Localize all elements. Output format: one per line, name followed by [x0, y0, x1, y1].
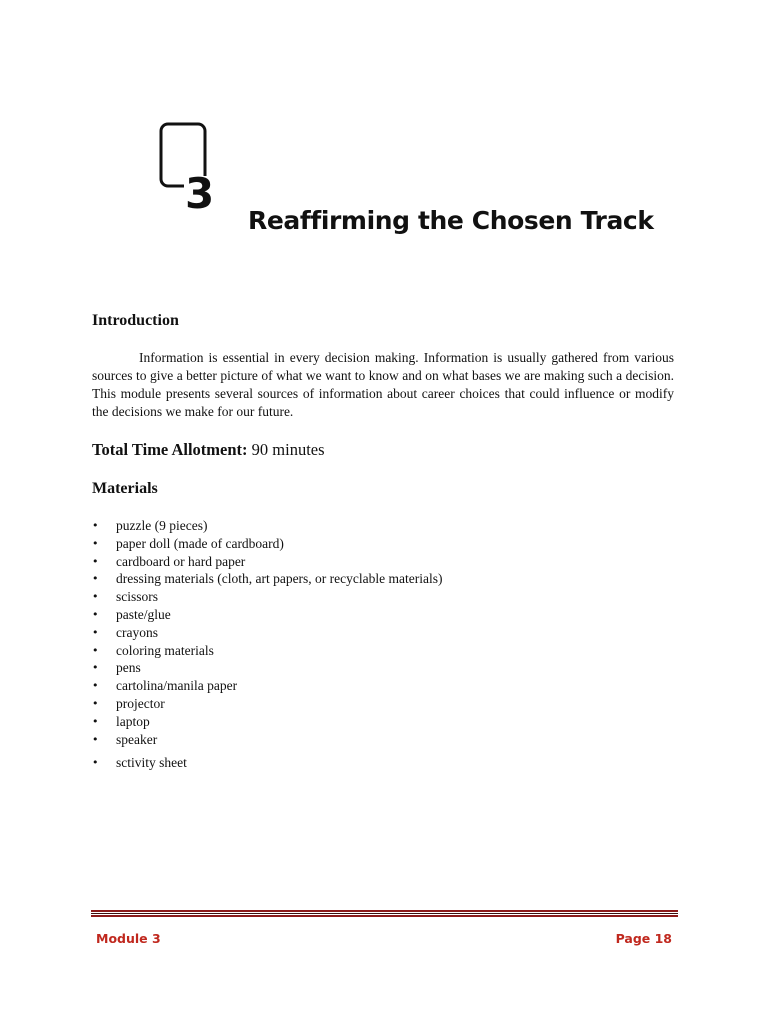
material-item: projector [116, 695, 165, 711]
module-number: 3 [185, 169, 215, 216]
footer-divider [91, 910, 678, 918]
material-item: puzzle (9 pieces) [116, 518, 208, 533]
list-item [92, 659, 443, 677]
list-item [92, 624, 443, 642]
bullet-icon: • [92, 625, 99, 639]
time-allotment [92, 440, 325, 460]
material-item: sctivity sheet [116, 755, 187, 771]
material-item: dressing materials (cloth, art papers, or recyclable materials) [116, 571, 443, 587]
bullet-icon: • [92, 696, 99, 710]
bullet-icon: • [92, 607, 99, 621]
material-item: paste/glue [116, 606, 171, 622]
material-item: coloring materials [116, 642, 214, 658]
list-item [92, 517, 443, 535]
bullet-icon: • [92, 679, 99, 693]
footer-page-number: Page 18 [615, 931, 672, 946]
list-item [92, 570, 443, 588]
materials-heading: Materials [92, 480, 158, 497]
page-title: Reaffirming the Chosen Track [248, 206, 654, 235]
material-item: speaker [116, 731, 158, 747]
material-item: pens [116, 660, 141, 676]
materials-list [92, 517, 443, 772]
footer-rule-line [91, 915, 678, 917]
footer-rule-line [91, 910, 678, 912]
material-item: laptop [116, 713, 150, 729]
list-item [92, 754, 443, 772]
module-number-mark [158, 120, 218, 216]
footer-module-label: Module 3 [96, 931, 161, 946]
bullet-icon: • [92, 661, 99, 675]
list-item [92, 553, 443, 571]
footer-rule-line [91, 913, 678, 914]
list-item [92, 695, 443, 713]
bullet-icon: • [92, 643, 99, 657]
list-item [92, 731, 443, 749]
time-allotment-label: Total Time Allotment: [92, 440, 248, 459]
introduction-paragraph: Information is essential in every decision making. Information is usually gathered from various sources to give a better picture of what we want to know and on what bases we are making such a decision. This module presents several sources of information about career choices that could influence or modify the decisions we make for our future. [92, 350, 674, 419]
material-item: crayons [116, 624, 158, 640]
material-item: paper doll (made of cardboard) [116, 535, 284, 551]
list-item [92, 606, 443, 624]
list-item [92, 535, 443, 553]
material-item: scissors [116, 589, 159, 605]
bullet-icon: • [92, 572, 99, 586]
introduction-heading: Introduction [92, 312, 179, 329]
bullet-icon: • [92, 519, 99, 532]
bullet-icon: • [92, 756, 99, 770]
material-item: cartolina/manila paper [116, 678, 238, 694]
bullet-icon: • [92, 554, 99, 568]
bullet-icon: • [92, 590, 99, 604]
bullet-icon: • [92, 732, 99, 746]
list-item [92, 677, 443, 695]
list-item [92, 642, 443, 660]
list-item [92, 588, 443, 606]
list-item [92, 713, 443, 731]
material-item: cardboard or hard paper [116, 553, 246, 569]
bullet-icon: • [92, 714, 99, 728]
bullet-icon: • [92, 536, 99, 550]
time-allotment-value: 90 minutes [251, 440, 325, 459]
